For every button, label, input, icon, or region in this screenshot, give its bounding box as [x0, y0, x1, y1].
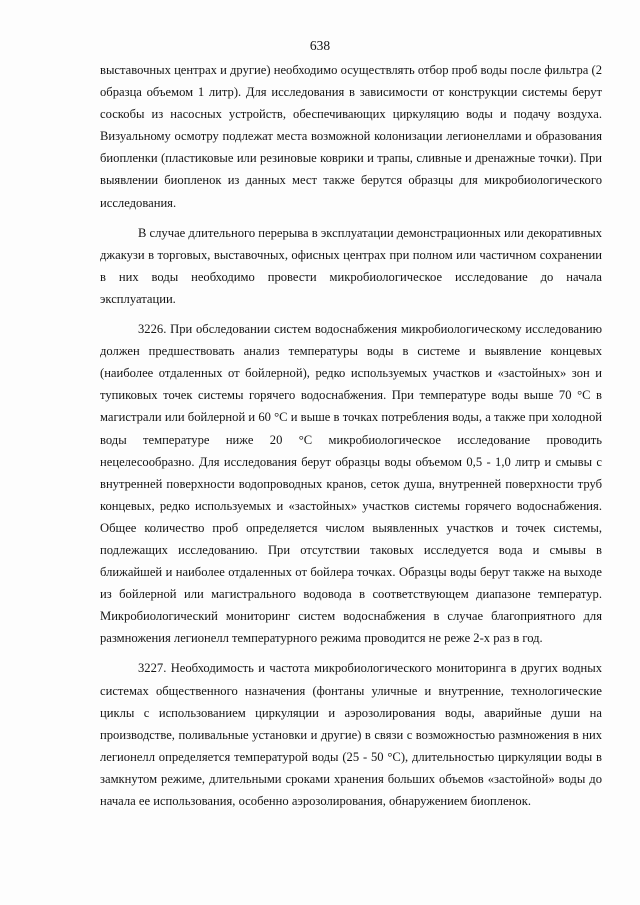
- paragraph-continuation: выставочных центрах и другие) необходимо осуществлять отбор проб воды после фильтра (2 образца объемом 1 литр). Для исследования в зависимости от конструкции системы берут соскобы из насосных устройств, обеспечивающих циркуляцию воды и подачу воздуха. Визуальному осмотру подлежат места возможной колонизации легионеллами и образования биопленки (пластиковые или резиновые коврики и трапы, сливные и дренажные точки). При выявлении биопленок из данных мест также берутся образцы для микробиологического исследования.: [100, 63, 602, 210]
- document-body: [100, 59, 602, 812]
- paragraph-3226: 3226. При обследовании систем водоснабжения микробиологическому исследованию должен предшествовать анализ температуры воды в системе и выявление концевых (наиболее отдаленных от бойлерной), редко используемых участков и «застойных» зон и тупиковых точек системы горячего водоснабжения. При температуре воды выше 70 °С в магистрали или бойлерной и 60 °С и выше в точках потребления воды, а также при холодной воды температуре ниже 20 °С микробиологическое исследование проводить нецелесообразно. Для исследования берут образцы воды объемом 0,5 - 1,0 литр и смывы с внутренней поверхности водопроводных кранов, сеток душа, внутренней поверхности труб концевых, редко используемых и «застойных» участков системы горячего водоснабжения. Общее количество проб определяется числом выявленных участков и точек системы, подлежащих исследованию. При отсутствии таковых исследуется вода и смывы в ближайшей и наиболее отдаленных от бойлера точках. Образцы воды берут также на выходе из бойлерной или магистрального водовода в соответствующем диапазоне температур. Микробиологический мониторинг систем водоснабжения в случае благоприятного для размножения легионелл температурного режима проводится не реже 2-х раз в год.: [100, 322, 602, 646]
- paragraph-jacuzzi: В случае длительного перерыва в эксплуатации демонстрационных или декоративных джакузи в торговых, выставочных, офисных центрах при полном или частичном сохранении в них воды необходимо провести микробиологическое исследование до начала эксплуатации.: [100, 225, 602, 306]
- page-number: 638: [309, 38, 331, 53]
- paragraph-3227: 3227. Необходимость и частота микробиологического мониторинга в других водных системах общественного назначения (фонтаны уличные и внутренние, технологические циклы с использованием циркуляции и аэрозолирования воды, аварийные души на производстве, поливальные установки и другие) в связи с возможностью размножения в них легионелл определяется температурой воды (25 - 50 °С), длительностью циркуляции воды в замкнутом режиме, длительными сроками хранения больших объемов «застойной» воды до начала ее использования, особенно аэрозолирования, обнаружением биопленок.: [100, 661, 602, 808]
